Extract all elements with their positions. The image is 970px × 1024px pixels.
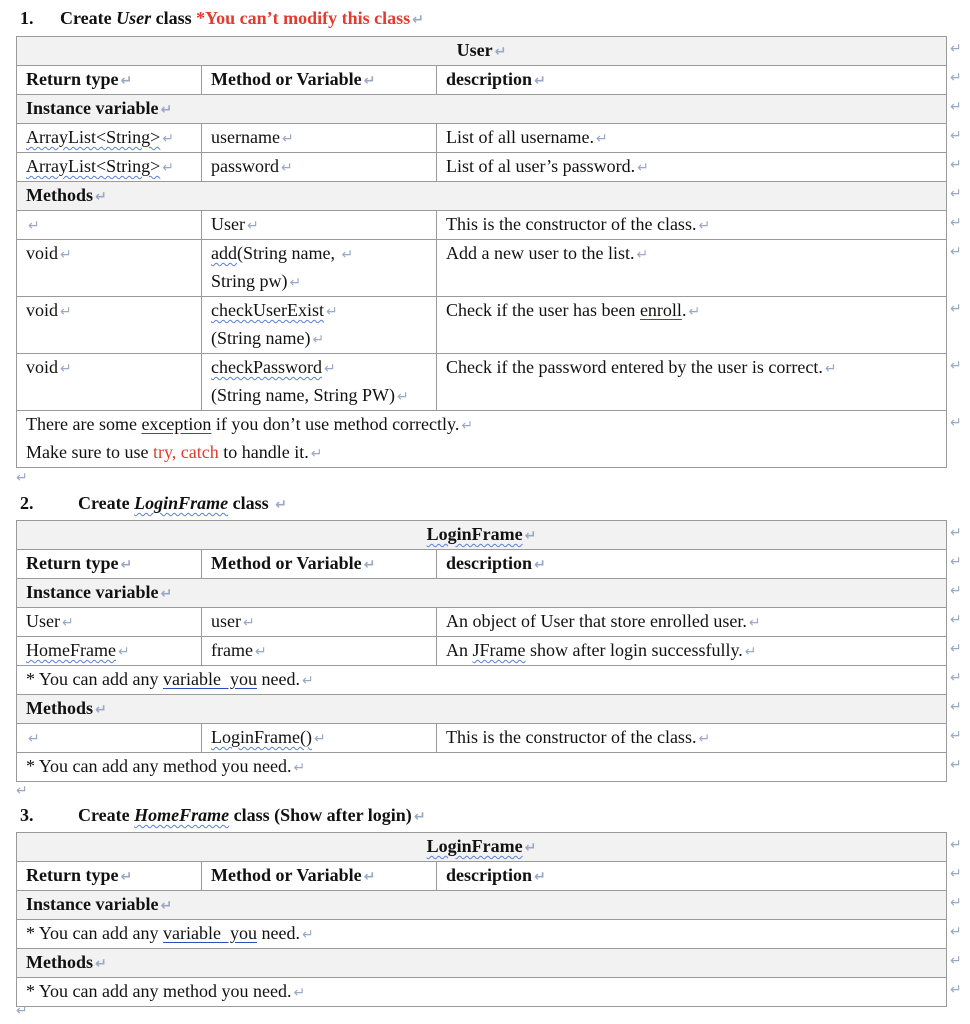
- header-return-type: Return type ↵: [17, 66, 202, 95]
- row-end-mark: ↵: [950, 836, 962, 853]
- section-1-heading: 1. Create User class *You can’t modify this class ↵: [20, 8, 424, 28]
- row-end-mark: ↵: [950, 894, 962, 911]
- instance-variable-label: Instance variable ↵: [17, 579, 947, 608]
- section-2-heading: 2. Create LoginFrame class ↵: [20, 493, 287, 513]
- row-end-mark: ↵: [950, 981, 962, 998]
- methods-label: Methods ↵: [17, 695, 947, 724]
- row-end-mark: ↵: [950, 357, 962, 374]
- row-end-mark: ↵: [950, 640, 962, 657]
- header-method-variable: Method or Variable ↵: [202, 550, 437, 579]
- table-title: LoginFrame ↵: [17, 833, 947, 862]
- table-row: ↵ LoginFrame() ↵ This is the constructor of the class. ↵: [17, 724, 947, 753]
- header-return-type: Return type ↵: [17, 550, 202, 579]
- methods-label: Methods ↵: [17, 182, 947, 211]
- row-end-mark: ↵: [950, 952, 962, 969]
- table-title: User ↵: [17, 37, 947, 66]
- header-description: description ↵: [437, 862, 947, 891]
- section-number: 2.: [20, 493, 34, 513]
- row-end-mark: ↵: [950, 611, 962, 628]
- header-method-variable: Method or Variable ↵: [202, 66, 437, 95]
- loginframe-class-table: [16, 520, 947, 782]
- table-title: LoginFrame ↵: [17, 521, 947, 550]
- paragraph-mark: ↵: [16, 470, 28, 486]
- row-end-mark: ↵: [950, 214, 962, 231]
- header-description: description ↵: [437, 550, 947, 579]
- exception-note: There are some exception if you don’t use method correctly. ↵ Make sure to use try, catch to handle it. ↵: [17, 411, 947, 468]
- modify-warning: *You can’t modify this class: [196, 8, 411, 28]
- add-variable-note: * You can add any variable you need. ↵: [17, 920, 947, 949]
- section-number: 3.: [20, 805, 34, 825]
- row-end-mark: ↵: [950, 553, 962, 570]
- table-row: void ↵ add(String name, ↵ String pw) ↵ Add a new user to the list. ↵: [17, 240, 947, 297]
- row-end-mark: ↵: [950, 669, 962, 686]
- header-method-variable: Method or Variable ↵: [202, 862, 437, 891]
- table-row: ArrayList<String> ↵ password ↵ List of al user’s password. ↵: [17, 153, 947, 182]
- row-end-mark: ↵: [950, 865, 962, 882]
- row-end-mark: ↵: [950, 727, 962, 744]
- row-end-mark: ↵: [950, 698, 962, 715]
- row-end-mark: ↵: [950, 300, 962, 317]
- instance-variable-label: Instance variable ↵: [17, 891, 947, 920]
- row-end-mark: ↵: [950, 243, 962, 260]
- paragraph-mark: ↵: [16, 783, 28, 799]
- row-end-mark: ↵: [950, 156, 962, 173]
- table-row: HomeFrame ↵ frame ↵ An JFrame show after login successfully. ↵: [17, 637, 947, 666]
- add-method-note: * You can add any method you need. ↵: [17, 753, 947, 782]
- add-variable-note: * You can add any variable you need. ↵: [17, 666, 947, 695]
- row-end-mark: ↵: [950, 756, 962, 773]
- row-end-mark: ↵: [950, 414, 962, 431]
- class-name: HomeFrame: [134, 805, 230, 825]
- row-end-mark: ↵: [950, 69, 962, 86]
- table-row: ArrayList<String> ↵ username ↵ List of all username. ↵: [17, 124, 947, 153]
- section-3-heading: 3. Create HomeFrame class (Show after login) ↵: [20, 805, 426, 825]
- row-end-mark: ↵: [950, 524, 962, 541]
- instance-variable-label: Instance variable ↵: [17, 95, 947, 124]
- header-return-type: Return type ↵: [17, 862, 202, 891]
- row-end-mark: ↵: [950, 582, 962, 599]
- add-method-note: * You can add any method you need. ↵: [17, 978, 947, 1007]
- row-end-mark: ↵: [950, 127, 962, 144]
- row-end-mark: ↵: [950, 923, 962, 940]
- homeframe-class-table: [16, 832, 947, 1007]
- methods-label: Methods ↵: [17, 949, 947, 978]
- user-class-table: [16, 36, 947, 468]
- row-end-mark: ↵: [950, 98, 962, 115]
- row-end-mark: ↵: [950, 185, 962, 202]
- section-number: 1.: [20, 8, 34, 28]
- table-row: void ↵ checkPassword ↵ (String name, String PW) ↵ Check if the password entered by the user is correct. ↵: [17, 354, 947, 411]
- class-name: LoginFrame: [134, 493, 229, 513]
- row-end-mark: ↵: [950, 40, 962, 57]
- table-row: void ↵ checkUserExist ↵ (String name) ↵ Check if the user has been enroll. ↵: [17, 297, 947, 354]
- table-row: User ↵ user ↵ An object of User that store enrolled user. ↵: [17, 608, 947, 637]
- header-description: description ↵: [437, 66, 947, 95]
- class-name: User: [116, 8, 152, 28]
- paragraph-mark: ↵: [16, 1003, 28, 1019]
- table-row: ↵ User ↵ This is the constructor of the class. ↵: [17, 211, 947, 240]
